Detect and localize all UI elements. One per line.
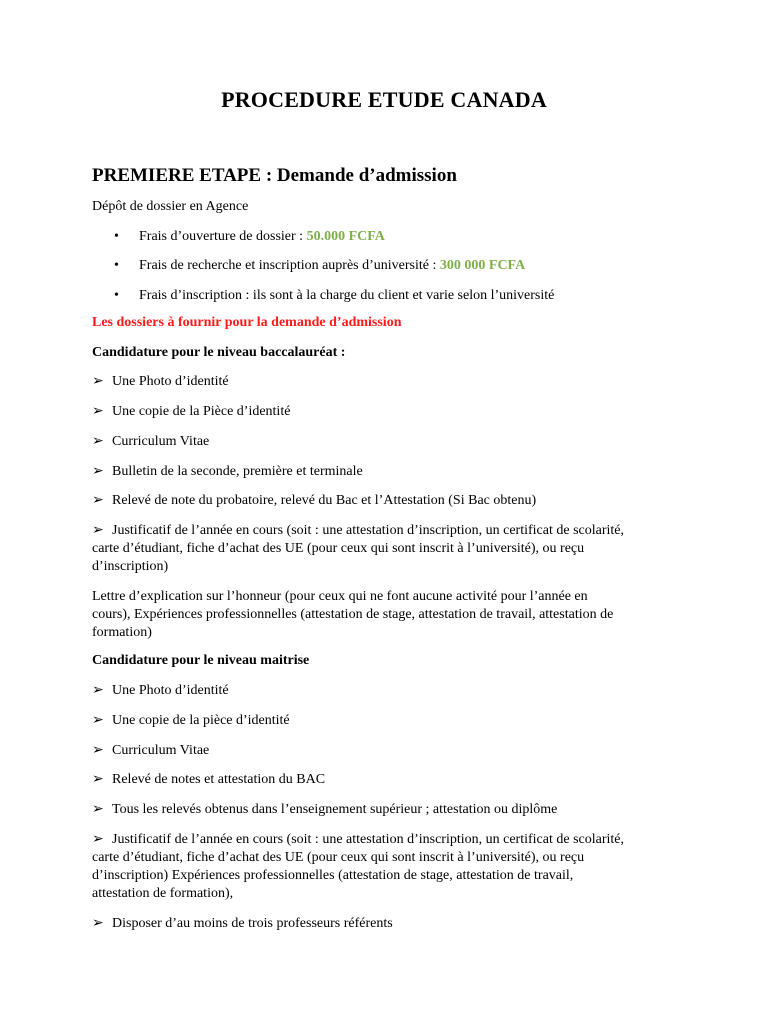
justif-line	[92, 831, 624, 849]
arrow-icon: ➢	[92, 404, 104, 419]
justif-line: d’inscription) Expériences professionnelles (attestation de stage, attestation de travail,	[92, 868, 574, 883]
justif-line	[92, 522, 624, 540]
fee-item	[114, 257, 525, 275]
bullet-icon: •	[114, 229, 119, 244]
list-item	[92, 712, 290, 730]
list-item-text: Relevé de notes et attestation du BAC	[112, 772, 326, 787]
list-item	[92, 403, 290, 421]
justif-text: Justificatif de l’année en cours (soit : une attestation d’inscription, un certificat de scolarité,	[112, 832, 624, 847]
list-item-text: Bulletin de la seconde, première et terminale	[112, 464, 363, 479]
bullet-icon: •	[114, 258, 119, 273]
letter-line: formation)	[92, 625, 152, 640]
letter-line: cours), Expériences professionnelles (attestation de stage, attestation de travail, attestation de	[92, 607, 614, 622]
arrow-icon: ➢	[92, 374, 104, 389]
step1-heading: PREMIERE ETAPE : Demande d’admission	[92, 165, 457, 186]
list-item-text: Disposer d’au moins de trois professeurs référents	[112, 916, 393, 931]
list-item-text: Curriculum Vitae	[112, 434, 210, 449]
arrow-icon: ➢	[92, 772, 104, 787]
fee-text: Frais d’inscription : ils sont à la charge du client et varie selon l’université	[139, 288, 555, 303]
arrow-icon: ➢	[92, 464, 104, 479]
list-item-text: Relevé de note du probatoire, relevé du Bac et l’Attestation (Si Bac obtenu)	[112, 493, 537, 508]
list-item-text: Curriculum Vitae	[112, 743, 210, 758]
step1-intro: Dépôt de dossier en Agence	[92, 199, 249, 214]
justif-line: carte d’étudiant, fiche d’achat des UE (pour ceux qui sont inscrit à l’université), ou reçu	[92, 541, 585, 556]
documents-heading: Les dossiers à fournir pour la demande d’admission	[92, 315, 402, 330]
list-item	[92, 463, 363, 481]
document-title: PROCEDURE ETUDE CANADA	[221, 87, 547, 112]
justif-text: Justificatif de l’année en cours (soit : une attestation d’inscription, un certificat de scolarité,	[112, 523, 624, 538]
list-item	[92, 915, 393, 933]
list-item	[92, 373, 229, 391]
letter-line: Lettre d’explication sur l’honneur (pour ceux qui ne font aucune activité pour l’année en	[92, 589, 588, 604]
maitrise-heading: Candidature pour le niveau maitrise	[92, 653, 310, 668]
justif-line: attestation de formation),	[92, 886, 234, 901]
fee-text: Frais d’ouverture de dossier :	[139, 229, 307, 244]
arrow-icon: ➢	[92, 916, 104, 931]
fee-price: 300 000 FCFA	[439, 258, 526, 273]
list-item-text: Une copie de la Pièce d’identité	[112, 404, 291, 419]
list-item	[92, 771, 325, 789]
arrow-icon: ➢	[92, 523, 104, 538]
arrow-icon: ➢	[92, 683, 104, 698]
justif-line: d’inscription)	[92, 559, 169, 574]
justif-line: carte d’étudiant, fiche d’achat des UE (pour ceux qui sont inscrit à l’université), ou reçu	[92, 850, 585, 865]
list-item-text: Une Photo d’identité	[112, 374, 229, 389]
arrow-icon: ➢	[92, 802, 104, 817]
arrow-icon: ➢	[92, 832, 104, 847]
list-item	[92, 742, 209, 760]
list-item-text: Tous les relevés obtenus dans l’enseignement supérieur ; attestation ou diplôme	[112, 802, 558, 817]
list-item	[92, 433, 209, 451]
fee-item	[114, 228, 385, 246]
fee-text: Frais de recherche et inscription auprès d’université :	[139, 258, 440, 273]
fee-item	[114, 287, 554, 305]
arrow-icon: ➢	[92, 713, 104, 728]
list-item-text: Une copie de la pièce d’identité	[112, 713, 290, 728]
arrow-icon: ➢	[92, 743, 104, 758]
list-item-text: Une Photo d’identité	[112, 683, 229, 698]
arrow-icon: ➢	[92, 493, 104, 508]
arrow-icon: ➢	[92, 434, 104, 449]
list-item	[92, 492, 536, 510]
list-item	[92, 801, 557, 819]
bullet-icon: •	[114, 288, 119, 303]
fee-price: 50.000 FCFA	[306, 229, 385, 244]
list-item	[92, 682, 229, 700]
bac-heading: Candidature pour le niveau baccalauréat :	[92, 345, 346, 360]
